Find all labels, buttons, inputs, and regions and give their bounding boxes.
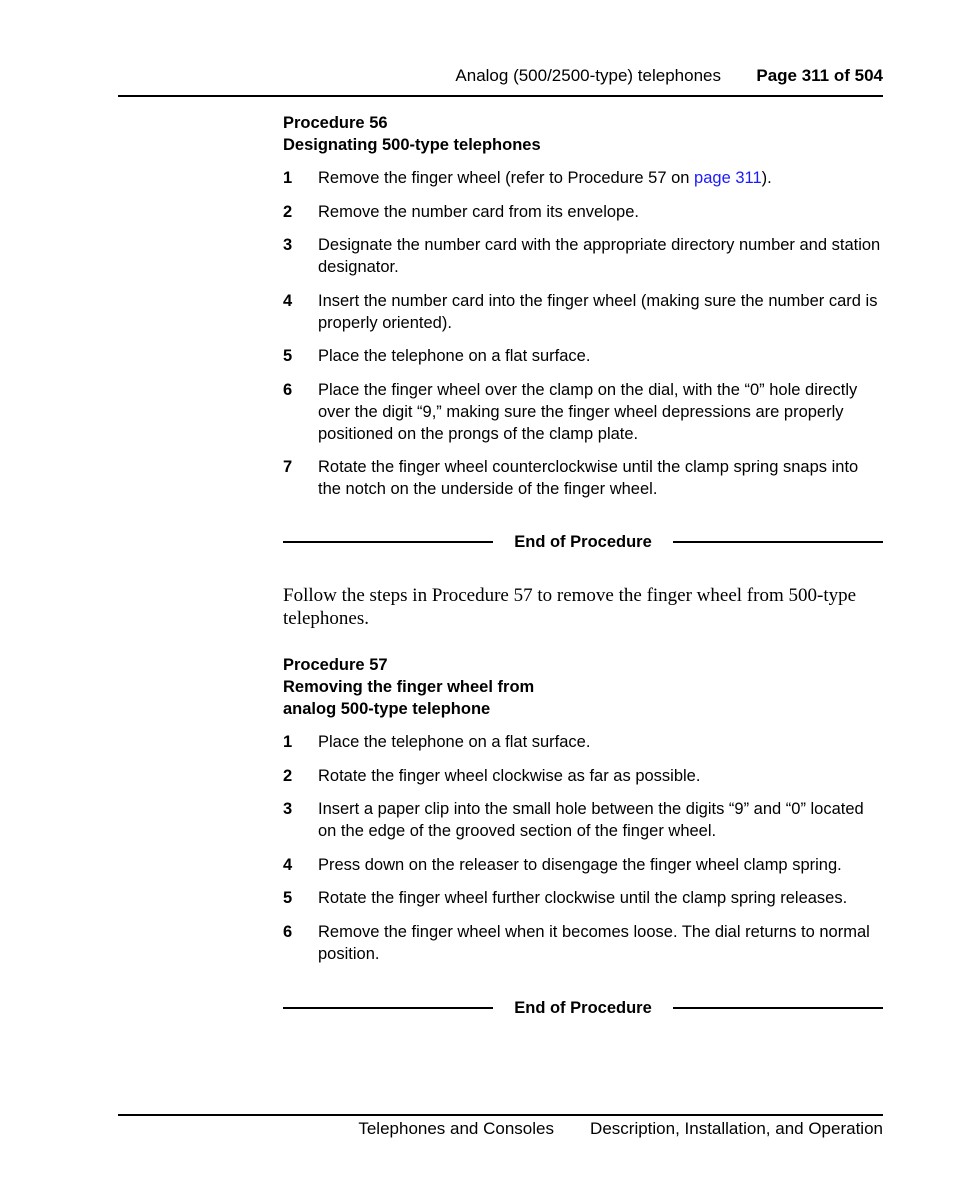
step-item xyxy=(283,345,883,367)
header-rule xyxy=(118,95,883,97)
step-text: Remove the finger wheel when it becomes loose. The dial returns to normal position. xyxy=(318,922,870,963)
step-text: Place the telephone on a flat surface. xyxy=(318,733,591,751)
page-number: Page 311 of 504 xyxy=(756,66,883,85)
step-text: Rotate the finger wheel further clockwise until the clamp spring releases. xyxy=(318,889,848,907)
step-number: 1 xyxy=(283,733,293,751)
step-item xyxy=(283,234,883,278)
step-item xyxy=(283,887,883,909)
step-item xyxy=(283,731,883,753)
step-item xyxy=(283,290,883,334)
procedure-57-number: Procedure 57 xyxy=(283,656,388,674)
end-of-procedure-56 xyxy=(283,531,883,553)
step-number: 4 xyxy=(283,291,293,310)
footer-book-title: Telephones and Consoles xyxy=(358,1119,554,1138)
step-number: 7 xyxy=(283,458,293,476)
step-text: Rotate the finger wheel counterclockwise until the clamp spring snaps into the notch on the underside of the finger wheel. xyxy=(318,458,859,498)
step-text: Press down on the releaser to disengage the finger wheel clamp spring. xyxy=(318,855,842,874)
step-number: 6 xyxy=(283,380,293,399)
procedure-56-title: Designating 500-type telephones xyxy=(283,136,541,154)
step-number: 2 xyxy=(283,766,293,785)
step-item xyxy=(283,854,883,876)
procedure-57-steps xyxy=(283,731,883,965)
step-item xyxy=(283,167,883,189)
page-link[interactable]: page 311 xyxy=(694,169,762,187)
step-item xyxy=(283,379,883,445)
procedure-56-number: Procedure 56 xyxy=(283,114,388,132)
footer-doc-type: Description, Installation, and Operation xyxy=(590,1119,883,1138)
step-number: 3 xyxy=(283,236,293,254)
step-text: Place the telephone on a flat surface. xyxy=(318,347,591,365)
step-text: Remove the finger wheel (refer to Procedure 57 on xyxy=(318,169,695,187)
procedure-56 xyxy=(283,112,883,512)
step-number: 6 xyxy=(283,922,293,941)
step-item xyxy=(283,921,883,965)
end-of-procedure-57 xyxy=(283,997,883,1019)
step-text: Rotate the finger wheel clockwise as far as possible. xyxy=(318,766,701,785)
page-footer xyxy=(118,1117,883,1141)
step-text: Place the finger wheel over the clamp on the dial, with the “0” hole directly over the digit “9,” making sure the finger wheel depressions are properly positioned on the prongs of the clamp plate. xyxy=(318,380,858,443)
page-header xyxy=(118,64,883,88)
end-of-procedure-label: End of Procedure xyxy=(514,533,652,551)
step-number: 2 xyxy=(283,202,293,221)
step-text: Insert a paper clip into the small hole between the digits “9” and “0” located on the edge of the grooved section of the finger wheel. xyxy=(318,800,864,840)
procedure-57-title-line2: analog 500-type telephone xyxy=(283,700,491,718)
step-text-end: ). xyxy=(761,169,772,187)
step-text: Remove the number card from its envelope. xyxy=(318,202,639,221)
divider-right xyxy=(673,1007,883,1009)
step-item xyxy=(283,765,883,787)
step-item xyxy=(283,798,883,842)
header-section-title: Analog (500/2500-type) telephones xyxy=(455,66,721,85)
step-text: Insert the number card into the finger wheel (making sure the number card is properly oriented). xyxy=(318,291,878,332)
step-number: 5 xyxy=(283,347,293,365)
step-number: 4 xyxy=(283,855,293,874)
intro-paragraph: Follow the steps in Procedure 57 to remove the finger wheel from 500-type telephones. xyxy=(283,585,857,629)
step-number: 1 xyxy=(283,169,293,187)
step-item xyxy=(283,456,883,500)
step-number: 3 xyxy=(283,800,293,818)
step-item xyxy=(283,201,883,223)
step-number: 5 xyxy=(283,889,293,907)
divider-right xyxy=(673,541,883,543)
footer-rule xyxy=(118,1114,883,1116)
procedure-57 xyxy=(283,654,883,976)
step-text: Designate the number card with the appropriate directory number and station designator. xyxy=(318,236,881,276)
procedure-56-steps xyxy=(283,167,883,500)
end-of-procedure-label: End of Procedure xyxy=(514,999,652,1017)
procedure-57-title-line1: Removing the finger wheel from xyxy=(283,678,535,696)
